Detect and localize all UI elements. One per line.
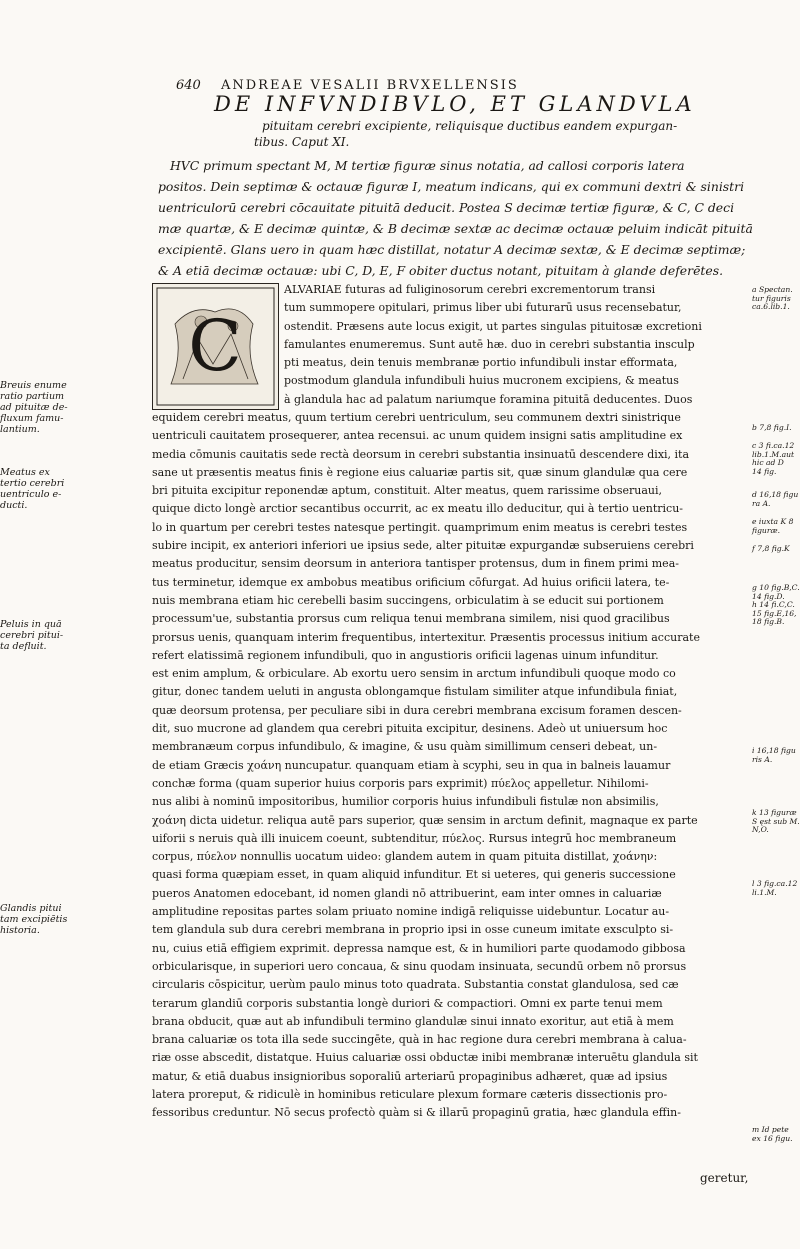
note-line: tertio cerebri (0, 478, 65, 489)
note-line: m Id pete (752, 1125, 789, 1134)
chapter-title: DE INFVNDIBVLO, ET GLANDVLA (214, 92, 696, 116)
body-line: bri pituita excipitur reponendæ aptum, constituit. Alter meatus, quem rarissime obseruaui, (152, 484, 662, 498)
note-line: cerebri pitui- (0, 630, 64, 641)
intro-line: uentriculorū cerebri cōcauitate pituitā deducit. Postea S decimæ tertiæ figuræ, & C, C deci (158, 200, 735, 215)
note-line: ca.6.lib.1. (752, 302, 790, 311)
body-line: nu, cuius etiā effigiem exprimit. depressa namque est, & in humiliori parte quodamodo gibbosa (152, 941, 686, 955)
body-line: est enim amplum, & orbiculare. Ab exortu uero sensim in arctum infundibuli quoque modo co (152, 667, 676, 681)
running-head-text: ANDREAE VESALII BRVXELLENSIS (220, 78, 519, 93)
note-line: ratio partium (0, 391, 65, 402)
note-line: 15 fig.E,16, (752, 608, 797, 618)
note-line: a Spectan. (752, 285, 793, 294)
body-line: à glandula hac ad palatum nariumque foramina pituitā deducentes. Duos (284, 392, 693, 406)
note-line: lantium. (0, 424, 40, 435)
body-line: meatus producitur, sensim deorsum in anteriora tantisper protensus, dum in finem primi mea- (152, 557, 679, 571)
note-line: f 7,8 fig.K (752, 544, 790, 553)
body-line: uentriculi cauitatem prosequerer, antea recensui. ac unum quidem insigni satis amplitudine ex (152, 429, 683, 443)
chapter-subtitle-line: pituitam cerebri excipiente, reliquisque ductibus eandem expurgan- (262, 119, 678, 133)
body-line: gitur, donec tandem ueluti in angusta oblongamque fistulam similiter atque infundibula finiat, (152, 685, 678, 699)
body-line: lo in quartum per cerebri testes natesque pertingit. quamprimum enim meatus is cerebri testes (152, 520, 688, 534)
note-line: tur figuris (752, 293, 791, 303)
body-line: riæ osse abscedit, distatque. Huius caluariæ ossi obductæ inibi membranæ interuētu glandula sit (152, 1051, 698, 1065)
body-line: refert elatissimā regionem infundibuli, quo in angustioris orificii lagenas uinum infunditur. (152, 648, 659, 662)
catchword: geretur, (700, 1171, 749, 1185)
body-line: processum'ue, substantia prorsus cum reliqua tenui membrana similem, nisi quod gracilibus (152, 612, 670, 626)
running-head (176, 78, 519, 93)
body-line: quasi forma quæpiam esset, in quam aliquid infunditur. Et si ueteres, qui generis successione (152, 868, 676, 882)
note-line: i 16,18 figu (752, 746, 796, 755)
page-number: 640 (176, 78, 201, 93)
note-line: tam excipiētis (0, 914, 68, 925)
note-line: d 16,18 figu (752, 490, 799, 499)
body-line: tum summopere opitulari, primus liber ubi futurarū usus recensebatur, (284, 301, 682, 315)
note-line: Meatus ex (0, 467, 50, 478)
note-line: 18 fig.B. (752, 617, 785, 626)
body-line: ostendit. Præsens aute locus exigit, ut partes singulas pituitosæ excretioni (284, 319, 702, 333)
intro-line: mæ quartæ, & E decimæ quintæ, & B decimæ sextæ ac decimæ octauæ peluim indicāt pituitā (158, 221, 753, 236)
body-line: famulantes enumeremus. Sunt autē hæ. duo in cerebri substantia insculp (284, 337, 695, 351)
body-line: terarum glandiū corporis substantia longè duriori & compactiori. Omni ex parte tenui mem (152, 996, 663, 1010)
note-line: uentriculo e- (0, 489, 62, 500)
initial-letter: C (188, 305, 242, 387)
note-line: li.1.M. (752, 887, 777, 897)
right-margin-note (752, 1126, 798, 1143)
note-line: ta defluit. (0, 641, 47, 652)
ornament-illustration-icon (153, 284, 278, 409)
note-line: lib.1.M.aut (752, 449, 795, 459)
left-margin-note (0, 619, 146, 652)
right-margin-note (752, 442, 798, 476)
note-line: S ęst sub M. (752, 816, 800, 826)
body-line: postmodum glandula infundibuli huius mucronem excipiens, & meatus (284, 374, 679, 388)
body-line: fessoribus creduntur. Nō secus profectò quàm si & illarū propaginū gratia, hæc glandula effin- (152, 1106, 681, 1120)
note-line: l 3 fig.ca.12 (752, 879, 798, 888)
note-line: k 13 figuræ (752, 808, 797, 817)
body-line: de etiam Græcis χοάνη nuncupatur. quanquam etiam à scyphi, seu in qua in balneis lauamur (152, 758, 671, 772)
right-margin-note (752, 747, 798, 764)
body-line: quæ deorsum protensa, per peculiare sibi in dura cerebri membrana excisum foramen descen- (152, 703, 682, 717)
body-line: χοάνη dicta uidetur. reliqua autē pars superior, quæ sensim in arctum definit, magnaque ex parte (152, 813, 698, 827)
note-line: hic ad D (752, 458, 784, 467)
note-line: figuræ. (752, 525, 780, 535)
note-line: 14 fig.D. (752, 591, 785, 601)
note-line: 14 fig. (752, 466, 777, 476)
body-line: media cōmunis cauitatis sede rectà deorsum in cerebri substantia insinuatū descendere dixi, ita (152, 447, 690, 461)
intro-line: positos. Dein septimæ & octauæ figuræ I, meatum indicans, qui ex communi dextri & sinistri (158, 179, 745, 194)
body-line: orbicularisque, in superiori uero concaua, & sinu quodam insinuata, secundū orbem nō prorsus (152, 959, 687, 973)
body-line: tus terminetur, idemque ex ambobus meatibus orificium cōfurgat. Ad huius orificii latera, te- (152, 575, 670, 589)
note-line: ducti. (0, 500, 28, 511)
body-line: nus alibi à nominū impositoribus, humilior corporis huius infundibuli fistulæ non absimilis, (152, 795, 659, 809)
note-line: ris A. (752, 754, 773, 764)
body-line: equidem cerebri meatus, quum tertium cerebri uentriculum, seu communem dextri sinistrique (152, 411, 681, 424)
right-margin-note (752, 545, 798, 554)
body-line: pti meatus, dein tenuis membranæ portio infundibuli instar efformata, (284, 356, 678, 370)
note-line: Peluis in quā (0, 619, 62, 630)
note-line: ex 16 figu. (752, 1133, 793, 1143)
chapter-subtitle-line: tibus. Caput XI. (254, 135, 350, 149)
body-line: tem glandula sub dura cerebri membrana in proprio ipsi in osse cuneum imitate exsculpto si- (152, 923, 674, 937)
note-line: g 10 fig.B,C. (752, 583, 800, 592)
note-line: Glandis pitui (0, 903, 62, 914)
right-margin-note (752, 286, 798, 312)
right-margin-note (752, 584, 798, 627)
intro-line: excipientē. Glans uero in quam hæc distillat, notatur A decimæ sextæ, & E decimæ septimæ; (158, 242, 746, 257)
note-line: ad pituitæ de- (0, 402, 68, 413)
right-margin-note (752, 809, 798, 835)
body-line: quique dicto longè arctior secantibus occurrit, ac ex meatu illo deducitur, qui à tertio uentricu- (152, 502, 684, 516)
body-text-beside-initial (284, 281, 748, 409)
note-line: fluxum famu- (0, 413, 64, 424)
decorated-initial (152, 283, 279, 410)
body-line: pueros Anatomen edocebant, id nomen glandi nō attribuerint, eam inter omnes in caluariæ (152, 886, 662, 900)
body-line: prorsus uenis, quanquam interim frequentibus, intertexitur. Præsentis processus initium accurate (152, 630, 700, 644)
left-margin-note (0, 467, 146, 511)
intro-line: HVC primum spectant M, M tertiæ figuræ sinus notatia, ad callosi corporis latera (170, 158, 685, 173)
body-line: ALVARIAE futuras ad fuliginosorum cerebri excrementorum transi (284, 283, 656, 296)
body-line: uiforii s neruis quà illi inuicem coeunt, subtenditur, πύελος. Rursus integrū hoc membraneum (152, 831, 677, 845)
body-text (152, 409, 748, 1123)
right-margin-note (752, 880, 798, 897)
body-line: latera proreput, & ridiculè in hominibus reticulare plexum formare cæteris dissectionis pro- (152, 1087, 668, 1101)
body-line: conchæ forma (quam superior huius corporis pars exprimit) πύελος appelletur. Nihilomi- (152, 776, 649, 790)
body-line: subire incipit, ex anteriori inferiori ue ipsius sede, alter pituitæ expurgandæ subseruiens cerebri (152, 539, 694, 553)
note-line: e iuxta K 8 (752, 517, 794, 526)
body-line: brana obducit, quæ aut ab infundibuli termino glandulæ sinui innato exoritur, aut etiā à mem (152, 1014, 674, 1028)
note-line: N,O. (752, 825, 769, 834)
left-margin-note (0, 380, 146, 435)
note-line: b 7,8 fig.I. (752, 423, 792, 432)
body-line: corpus, πύελον nonnullis uocatum uideo: glandem autem in quam pituita distillat, χοάνην: (152, 850, 658, 864)
note-line: historia. (0, 925, 40, 936)
intro-line: & A etiā decimæ octauæ: ubi C, D, E, F obiter ductus notant, pituitam à glande deferētes. (158, 263, 724, 278)
body-line: dit, suo mucrone ad glandem qua cerebri pituita excipitur, desinens. Adeò ut uniuersum hoc (152, 722, 668, 736)
note-line: ra A. (752, 498, 771, 508)
left-margin-note (0, 903, 146, 936)
note-line: Breuis enume (0, 380, 67, 391)
right-margin-note (752, 424, 798, 433)
right-margin-note (752, 518, 798, 535)
intro-paragraph (158, 155, 758, 281)
body-line: brana caluariæ os tota illa sede succingēte, quà in hac regione dura cerebri membrana à calua- (152, 1033, 687, 1047)
body-line: sane ut præsentis meatus finis è regione eius caluariæ partis sit, quæ sinum glandulæ qua cere (152, 465, 688, 479)
body-line: amplitudine repositas partes solam priuato nomine indigā reliquisse uidebuntur. Locatur au- (152, 905, 670, 919)
body-line: circularis cōspicitur, uerùm paulo minus toto quadrata. Substantia constat glandulosa, sed cæ (152, 978, 679, 992)
right-margin-note (752, 491, 798, 508)
body-line: nuis membrana etiam hic cerebelli basim succingens, orbiculatim à se educit sui portionem (152, 593, 664, 607)
body-line: membranæum corpus infundibulo, & imagine, & usu quàm simillimum censeri debeat, un- (152, 740, 658, 754)
body-line: matur, & etiā duabus insignioribus soporaliū arteriarū propaginibus adhæret, quæ ad ipsius (152, 1069, 668, 1083)
note-line: c 3 fi.ca.12 (752, 441, 795, 450)
note-line: h 14 fi.C,C. (752, 600, 795, 609)
